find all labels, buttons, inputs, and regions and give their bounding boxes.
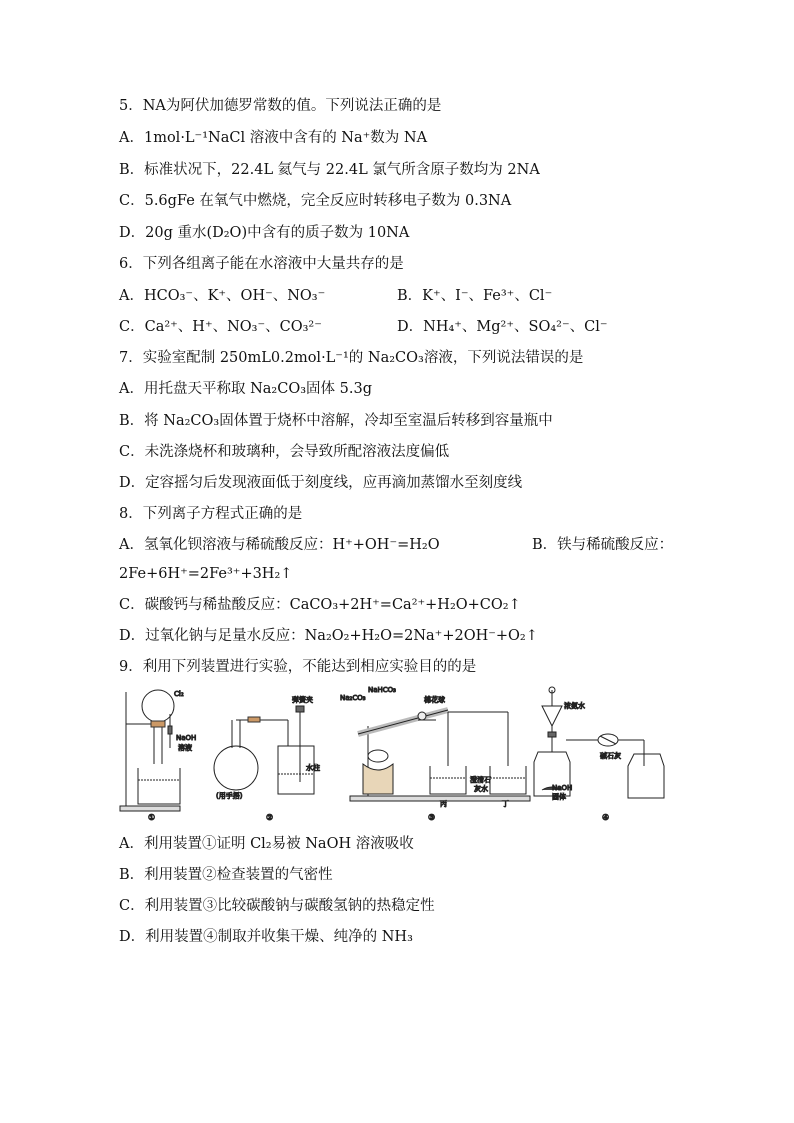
q7-option-c: C．未洗涤烧杯和玻璃种，会导致所配溶液法度偏低 bbox=[119, 444, 450, 460]
q9-stem: 9．利用下列装置进行实验，不能达到相应实验目的的是 bbox=[119, 659, 477, 675]
label-naoh-solid-1: NaOH bbox=[552, 784, 573, 792]
q9-option-b: B．利用装置②检查装置的气密性 bbox=[119, 867, 333, 883]
label-soda-lime: 碱石灰 bbox=[600, 752, 621, 760]
label-water-column: 水柱 bbox=[306, 764, 320, 772]
q8-option-d: D．过氧化钠与足量水反应：Na₂O₂+H₂O=2Na⁺+2OH⁻+O₂↑ bbox=[119, 628, 538, 644]
caption-1: ① bbox=[148, 813, 156, 822]
label-hand-warm: (用手捂) bbox=[216, 792, 243, 800]
q8-option-c: C．碳酸钙与稀盐酸反应：CaCO₃+2H⁺=Ca²⁺+H₂O+CO₂↑ bbox=[119, 597, 521, 613]
q6-option-c: C．Ca²⁺、H⁺、NO₃⁻、CO₃²⁻ bbox=[119, 319, 322, 335]
q7-stem: 7．实验室配制 250mL0.2mol·L⁻¹的 Na₂CO₃溶液，下列说法错误的是 bbox=[119, 350, 584, 366]
q7-option-a: A．用托盘天平称取 Na₂CO₃固体 5.3g bbox=[119, 381, 372, 397]
label-nahco3: NaHCO₃ bbox=[368, 686, 396, 694]
q6-stem: 6．下列各组离子能在水溶液中大量共存的是 bbox=[119, 256, 404, 272]
label-naoh-solution-2: 溶液 bbox=[178, 744, 192, 752]
q5-stem: 5．NA为阿伏加德罗常数的值。下列说法正确的是 bbox=[119, 98, 442, 114]
q5-option-a: A．1mol·L⁻¹NaCl 溶液中含有的 Na⁺数为 NA bbox=[119, 130, 428, 146]
caption-2: ② bbox=[266, 813, 274, 822]
q7-option-d: D．定容摇匀后发现液面低于刻度线，应再滴加蒸馏水至刻度线 bbox=[119, 475, 523, 491]
q8-option-a: A．氢氧化钡溶液与稀硫酸反应：H⁺+OH⁻=H₂O bbox=[119, 537, 440, 553]
q9-option-c: C．利用装置③比较碳酸钠与碳酸氢钠的热稳定性 bbox=[119, 898, 435, 914]
q8-option-b: B．铁与稀硫酸反应： bbox=[532, 537, 674, 553]
q5-option-b: B．标准状况下，22.4L 氦气与 22.4L 氯气所含原子数均为 2NA bbox=[119, 162, 540, 178]
apparatus-figure bbox=[118, 686, 678, 822]
q5-option-d: D．20g 重水(D₂O)中含有的质子数为 10NA bbox=[119, 225, 410, 241]
q6-option-d: D．NH₄⁺、Mg²⁺、SO₄²⁻、Cl⁻ bbox=[397, 319, 608, 335]
apparatus-1 bbox=[120, 690, 196, 822]
q7-option-b: B．将 Na₂CO₃固体置于烧杯中溶解，冷却至室温后转移到容量瓶中 bbox=[119, 413, 553, 429]
caption-3: ③ bbox=[428, 813, 436, 822]
label-naoh-solution-1: NaOH bbox=[176, 734, 197, 742]
q5-option-c: C．5.6gFe 在氧气中燃烧，完全反应时转移电子数为 0.3NA bbox=[119, 193, 512, 209]
label-naoh-solid-2: 固体 bbox=[552, 793, 566, 801]
label-cotton-ball: 棉花球 bbox=[424, 696, 445, 704]
q8-option-b-continued: 2Fe+6H⁺=2Fe³⁺+3H₂↑ bbox=[119, 566, 293, 582]
q6-option-b: B．K⁺、I⁻、Fe³⁺、Cl⁻ bbox=[397, 288, 553, 304]
q9-option-d: D．利用装置④制取并收集干燥、纯净的 NH₃ bbox=[119, 929, 413, 945]
apparatus-3 bbox=[340, 686, 530, 822]
label-conc-ammonia: 浓氨水 bbox=[564, 702, 585, 710]
apparatus-4 bbox=[534, 687, 664, 822]
label-na2co3: Na₂CO₃ bbox=[340, 694, 366, 702]
label-limewater-1: 澄清石 bbox=[470, 776, 491, 784]
label-bing: 丙 bbox=[440, 800, 447, 808]
q9-option-a: A．利用装置①证明 Cl₂易被 NaOH 溶液吸收 bbox=[119, 836, 414, 852]
caption-4: ④ bbox=[602, 813, 610, 822]
label-ding: 丁 bbox=[502, 800, 509, 808]
apparatus-2 bbox=[214, 695, 320, 822]
q6-option-a: A．HCO₃⁻、K⁺、OH⁻、NO₃⁻ bbox=[119, 288, 326, 304]
label-spring-clamp: 弹簧夹 bbox=[292, 696, 313, 704]
label-cl2: Cl₂ bbox=[174, 690, 184, 698]
label-limewater-2: 灰水 bbox=[474, 785, 488, 793]
q8-stem: 8．下列离子方程式正确的是 bbox=[119, 506, 303, 522]
